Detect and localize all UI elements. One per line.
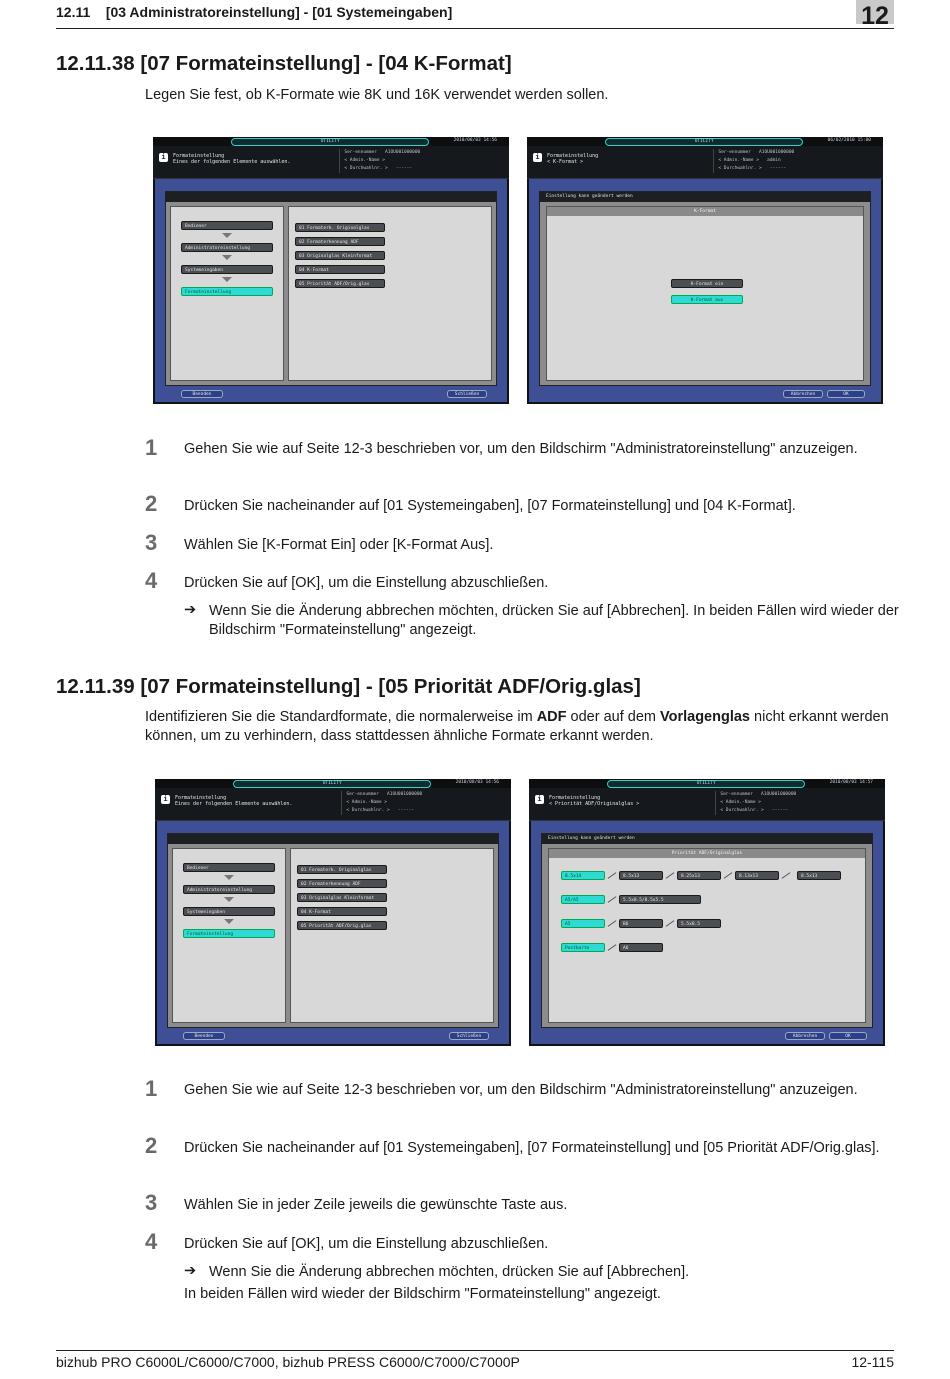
result-arrow-icon: ➔ (184, 602, 197, 618)
menu-item-05[interactable]: 05 Priorität ADF/Orig.glas (297, 921, 387, 930)
menu-item-01[interactable]: 01 Formaterk. Originalglas (297, 865, 387, 874)
header-rule (56, 28, 894, 29)
device-info: Ser-ennummer A1OU001000000 < Admin.-Name > < Durchwahlnr. > ------ (339, 149, 501, 173)
step-text: Drücken Sie auf [OK], um die Einstellung abzuschließen. (184, 1236, 549, 1252)
step-text: Drücken Sie nacheinander auf [01 Systemeingaben], [07 Formateinstellung] und [04 K-Format]. (184, 498, 796, 514)
menu-item-01[interactable]: 01 Formaterk. Originalglas (295, 223, 385, 232)
k-format-title: K-Format (547, 207, 863, 216)
step-number: 4 (145, 1229, 158, 1254)
k-format-off-button[interactable]: K-Format aus (671, 295, 743, 304)
result-note-cont: In beiden Fällen wird wieder der Bildschirm "Formateinstellung" angezeigt. (184, 1286, 661, 1302)
info-icon: i (161, 795, 170, 804)
device-info: Ser-ennummer A1OU001000000 < Admin.-Name > < Durchwahlnr. > ------ (341, 791, 503, 815)
title-bar (166, 192, 496, 202)
step-number: 1 (145, 1076, 158, 1101)
priority-panel (548, 848, 866, 1023)
section-intro: Legen Sie fest, ob K-Formate wie 8K und 16K verwendet werden sollen. (145, 87, 609, 103)
screen-heading: Formateinstellung (549, 795, 601, 801)
menu-item-03[interactable]: 03 Originalglas Kleinformat (295, 251, 385, 260)
step-number: 1 (145, 435, 158, 460)
down-arrow-icon (222, 277, 232, 282)
utility-tab: UTILITY (607, 780, 805, 788)
menu-item-05[interactable]: 05 Priorität ADF/Orig.glas (295, 279, 385, 288)
down-arrow-icon (222, 255, 232, 260)
priority-title: Priorität ADF/Originalglas (549, 849, 865, 858)
step-text: Drücken Sie auf [OK], um die Einstellung abzuschließen. (184, 575, 549, 591)
priority-row3-opt2[interactable]: B6 (619, 919, 663, 928)
utility-tab: UTILITY (233, 780, 431, 788)
path-system[interactable]: Systemeingaben (181, 265, 273, 274)
close-button[interactable]: Beenden (183, 1032, 225, 1040)
screen-subheading: < K-Format > (547, 159, 584, 165)
running-header (56, 4, 452, 20)
screen-adf-priority (529, 779, 885, 1046)
info-icon: i (159, 153, 168, 162)
clock: 2010/08/03 14:56 (453, 138, 497, 143)
change-note: Einstellung kann geändert werden (540, 192, 870, 202)
priority-row2-opt2[interactable]: 5.5x8.5/8.5x5.5 (619, 895, 701, 904)
ok-button[interactable]: OK (829, 1032, 867, 1040)
cancel-button[interactable]: Abbrechen (785, 1032, 825, 1040)
change-note: Einstellung kann geändert werden (542, 834, 872, 844)
screen-k-format (527, 137, 883, 404)
step-text: Drücken Sie nacheinander auf [01 Systemeingaben], [07 Formateinstellung] und [05 Priorität ADF/Orig.glas]. (184, 1140, 880, 1156)
path-bediener[interactable]: Bediener (181, 221, 273, 230)
k-format-panel (546, 206, 864, 381)
device-info: Ser-ennummer A1OU001000000 < Admin.-Name > admin < Durchwahlnr. > ------ (713, 149, 875, 173)
screen-heading: Formateinstellung (547, 153, 599, 159)
chapter-number: 12 (856, 0, 894, 24)
clock: 2010/08/03 14:56 (455, 780, 499, 785)
result-note: Wenn Sie die Änderung abbrechen möchten, drücken Sie auf [Abbrechen]. In beiden Fällen wird wieder der Bildschirm "Formateinstellung" angezeigt. (209, 603, 899, 638)
back-button[interactable]: Schließen (447, 390, 487, 398)
menu-panel (288, 206, 492, 381)
down-arrow-icon (224, 875, 234, 880)
utility-tab: UTILITY (605, 138, 803, 146)
path-panel (170, 206, 284, 381)
step-text: Gehen Sie wie auf Seite 12-3 beschrieben vor, um den Bildschirm "Administratoreinstellung" anzuzeigen. (184, 1082, 858, 1098)
header-section: 12.11 (56, 4, 91, 20)
priority-row2-opt1[interactable]: A5/A5 (561, 895, 605, 904)
step-number: 4 (145, 568, 158, 593)
info-icon: i (533, 153, 542, 162)
ok-button[interactable]: OK (827, 390, 865, 398)
clock: 2010/08/03 14:57 (829, 780, 873, 785)
priority-row3-opt3[interactable]: 5.5x8.5 (677, 919, 721, 928)
priority-row1-opt1[interactable]: 8.5x14 (561, 871, 605, 880)
priority-row1-opt3[interactable]: 8.25x13 (677, 871, 721, 880)
screen-subheading: < Priorität ADF/Originalglas > (549, 801, 640, 807)
menu-panel (290, 848, 494, 1023)
step-text: Wählen Sie in jeder Zeile jeweils die gewünschte Taste aus. (184, 1197, 568, 1213)
screen-format-menu (153, 137, 509, 404)
screen-format-menu-2 (155, 779, 511, 1046)
step-number: 2 (145, 491, 158, 516)
menu-item-02[interactable]: 02 Formaterkennung ADF (295, 237, 385, 246)
screen-instruction: Eines der folgenden Elemente auswählen. (173, 159, 291, 165)
priority-row1-opt2[interactable]: 8.5x13 (619, 871, 663, 880)
down-arrow-icon (224, 919, 234, 924)
menu-item-04[interactable]: 04 K-Format (297, 907, 387, 916)
step-number: 3 (145, 1190, 158, 1215)
path-panel (172, 848, 286, 1023)
path-admin[interactable]: Administratoreinstellung (183, 885, 275, 894)
screen-heading: Formateinstellung (173, 153, 225, 159)
path-system[interactable]: Systemeingaben (183, 907, 275, 916)
step-text: Gehen Sie wie auf Seite 12-3 beschrieben vor, um den Bildschirm "Administratoreinstellung" anzuzeigen. (184, 441, 858, 457)
screen-instruction: Eines der folgenden Elemente auswählen. (175, 801, 293, 807)
section-title-priority: 12.11.39 [07 Formateinstellung] - [05 Priorität ADF/Orig.glas] (56, 675, 641, 698)
down-arrow-icon (222, 233, 232, 238)
path-bediener[interactable]: Bediener (183, 863, 275, 872)
screen-heading: Formateinstellung (175, 795, 227, 801)
device-info: Ser-ennummer A1OU001000000 < Admin.-Name > < Durchwahlnr. > ------ (715, 791, 877, 815)
section-intro: Identifizieren Sie die Standardformate, die normalerweise im ADF oder auf dem Vorlagenglas nicht erkannt werden können, um zu verhindern, dass stattdessen ähnliche Formate erkannt werden. (145, 709, 889, 744)
header-title: [03 Administratoreinstellung] - [01 Systemeingaben] (105, 4, 453, 20)
menu-item-04[interactable]: 04 K-Format (295, 265, 385, 274)
down-arrow-icon (224, 897, 234, 902)
k-format-on-button[interactable]: K-Format ein (671, 279, 743, 288)
path-admin[interactable]: Administratoreinstellung (181, 243, 273, 252)
page-number: 12-115 (851, 1354, 894, 1370)
priority-row4-opt2[interactable]: A6 (619, 943, 663, 952)
cancel-button[interactable]: Abbrechen (783, 390, 823, 398)
menu-item-03[interactable]: 03 Originalglas Kleinformat (297, 893, 387, 902)
clock: 06/02/2010 15:00 (827, 138, 871, 143)
path-format[interactable]: Formateinstellung (183, 929, 275, 938)
utility-tab: UTILITY (231, 138, 429, 146)
title-bar (168, 834, 498, 844)
priority-row3-opt1[interactable]: A5 (561, 919, 605, 928)
close-button[interactable]: Beenden (181, 390, 223, 398)
info-icon: i (535, 795, 544, 804)
step-number: 3 (145, 530, 158, 555)
step-text: Wählen Sie [K-Format Ein] oder [K-Format Aus]. (184, 537, 494, 553)
step-number: 2 (145, 1133, 158, 1158)
priority-row4-opt1[interactable]: Postkarte (561, 943, 605, 952)
menu-item-02[interactable]: 02 Formaterkennung ADF (297, 879, 387, 888)
result-arrow-icon: ➔ (184, 1263, 197, 1279)
result-note: Wenn Sie die Änderung abbrechen möchten, drücken Sie auf [Abbrechen]. (209, 1264, 690, 1280)
priority-row1-opt4[interactable]: 8.13x13 (735, 871, 779, 880)
section-title-k-format: 12.11.38 [07 Formateinstellung] - [04 K-Format] (56, 52, 512, 75)
back-button[interactable]: Schließen (449, 1032, 489, 1040)
footer-rule (56, 1350, 894, 1351)
path-format[interactable]: Formateinstellung (181, 287, 273, 296)
footer-product: bizhub PRO C6000L/C6000/C7000, bizhub PRESS C6000/C7000/C7000P (56, 1354, 520, 1370)
priority-row1-opt5[interactable]: 8.5x13 (797, 871, 841, 880)
